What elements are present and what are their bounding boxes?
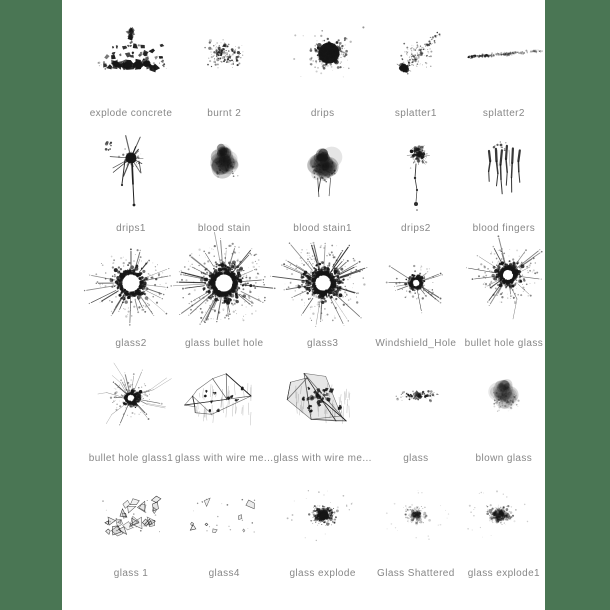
brush-cell bbox=[175, 121, 273, 236]
brush-thumbnail-wrap bbox=[175, 236, 273, 337]
brush-label: glass2 bbox=[115, 338, 147, 349]
brush-label: glass bullet hole bbox=[184, 338, 264, 349]
brush-cell bbox=[87, 121, 175, 236]
blob-thumbnail bbox=[279, 15, 367, 99]
brush-cell bbox=[372, 351, 460, 466]
dripcluster-thumbnail bbox=[372, 130, 460, 214]
brush-label: glass explode bbox=[289, 568, 356, 579]
brush-cell bbox=[87, 351, 175, 466]
bullethole-thumbnail bbox=[87, 245, 175, 329]
brush-label: blood stain bbox=[197, 223, 251, 234]
brush-thumbnail-wrap bbox=[460, 351, 548, 452]
brush-label: drips1 bbox=[116, 223, 146, 234]
brush-label: glass with wire me... bbox=[175, 453, 274, 464]
stain-thumbnail bbox=[279, 130, 367, 214]
brush-thumbnail-wrap bbox=[87, 6, 175, 107]
bullethole-thumbnail bbox=[180, 245, 268, 329]
mesh-thumbnail bbox=[180, 360, 268, 444]
mesh-thumbnail bbox=[279, 360, 367, 444]
brush-cell bbox=[372, 236, 460, 351]
brush-thumbnail-wrap bbox=[372, 6, 460, 107]
stain-thumbnail bbox=[460, 360, 548, 444]
brush-thumbnail-wrap bbox=[87, 121, 175, 222]
brush-thumbnail-wrap bbox=[460, 6, 548, 107]
brush-thumbnail-wrap bbox=[372, 466, 460, 567]
brush-label: glass3 bbox=[307, 338, 339, 349]
brush-thumbnail-wrap bbox=[175, 6, 273, 107]
shards-thumbnail bbox=[180, 475, 268, 559]
brush-cell bbox=[273, 121, 371, 236]
brush-label: drips2 bbox=[401, 223, 431, 234]
brush-cell bbox=[175, 351, 273, 466]
brush-cell bbox=[175, 6, 273, 121]
brush-label: glass 1 bbox=[113, 568, 149, 579]
spray-thumbnail bbox=[372, 475, 460, 559]
brush-thumbnail-wrap bbox=[273, 6, 371, 107]
brush-cell bbox=[372, 6, 460, 121]
bullethole-thumbnail bbox=[279, 245, 367, 329]
brush-cell bbox=[460, 466, 548, 581]
brush-cell bbox=[460, 236, 548, 351]
brush-label: Windshield_Hole bbox=[375, 338, 457, 349]
brush-label: glass explode1 bbox=[467, 568, 541, 579]
brush-cell bbox=[87, 6, 175, 121]
brush-label: blood fingers bbox=[472, 223, 536, 234]
brush-label: blood stain1 bbox=[293, 223, 353, 234]
streak-thumbnail bbox=[460, 15, 548, 99]
brush-cell bbox=[175, 466, 273, 581]
brush-label: blown glass bbox=[475, 453, 533, 464]
brush-label: glass4 bbox=[208, 568, 240, 579]
brush-thumbnail-wrap bbox=[273, 121, 371, 222]
bullethole-thumbnail bbox=[87, 360, 175, 444]
brush-grid bbox=[87, 6, 544, 581]
brush-thumbnail-wrap bbox=[175, 351, 273, 452]
brush-thumbnail-wrap bbox=[87, 351, 175, 452]
brush-label: splatter1 bbox=[394, 108, 437, 119]
brush-label: explode concrete bbox=[89, 108, 173, 119]
brush-cell bbox=[273, 6, 371, 121]
fingers-thumbnail bbox=[460, 130, 548, 214]
stain-thumbnail bbox=[180, 130, 268, 214]
bullethole-thumbnail bbox=[460, 245, 548, 329]
speckle-thumbnail bbox=[180, 15, 268, 99]
brush-label: bullet hole glass bbox=[464, 338, 544, 349]
brush-thumbnail-wrap bbox=[273, 351, 371, 452]
brush-cell bbox=[87, 236, 175, 351]
brush-cell bbox=[372, 121, 460, 236]
brush-thumbnail-wrap bbox=[175, 466, 273, 567]
brush-cell bbox=[460, 121, 548, 236]
debris-thumbnail bbox=[87, 15, 175, 99]
brush-label: Glass Shattered bbox=[377, 568, 455, 579]
brush-cell bbox=[273, 236, 371, 351]
brush-cell bbox=[273, 351, 371, 466]
brush-cell bbox=[372, 466, 460, 581]
brush-thumbnail-wrap bbox=[460, 121, 548, 222]
brush-cell bbox=[460, 351, 548, 466]
brush-thumbnail-wrap bbox=[273, 236, 371, 337]
brush-thumbnail-wrap bbox=[87, 236, 175, 337]
brush-thumbnail-wrap bbox=[87, 466, 175, 567]
brush-thumbnail-wrap bbox=[175, 121, 273, 222]
brush-cell bbox=[273, 466, 371, 581]
brush-label: bullet hole glass1 bbox=[88, 453, 174, 464]
spray-thumbnail bbox=[279, 475, 367, 559]
brush-label: glass bbox=[403, 453, 429, 464]
left-frame-bar bbox=[0, 0, 62, 610]
brush-label: drips bbox=[310, 108, 335, 119]
brush-label: burnt 2 bbox=[207, 108, 242, 119]
brush-thumbnail-wrap bbox=[460, 236, 548, 337]
brush-thumbnail-wrap bbox=[372, 236, 460, 337]
speckle-thumbnail bbox=[372, 360, 460, 444]
brush-label: splatter2 bbox=[482, 108, 525, 119]
brush-cell bbox=[87, 466, 175, 581]
brush-thumbnail-wrap bbox=[273, 466, 371, 567]
brush-label: glass with wire me... bbox=[273, 453, 372, 464]
brush-thumbnail-wrap bbox=[460, 466, 548, 567]
right-frame-bar bbox=[545, 0, 610, 610]
brush-cell bbox=[175, 236, 273, 351]
splat-thumbnail bbox=[372, 15, 460, 99]
bullethole-thumbnail bbox=[372, 245, 460, 329]
brush-thumbnail-wrap bbox=[372, 121, 460, 222]
brush-cell bbox=[460, 6, 548, 121]
shards-thumbnail bbox=[87, 475, 175, 559]
dripsplat-thumbnail bbox=[87, 130, 175, 214]
spray-thumbnail bbox=[460, 475, 548, 559]
brush-thumbnail-wrap bbox=[372, 351, 460, 452]
